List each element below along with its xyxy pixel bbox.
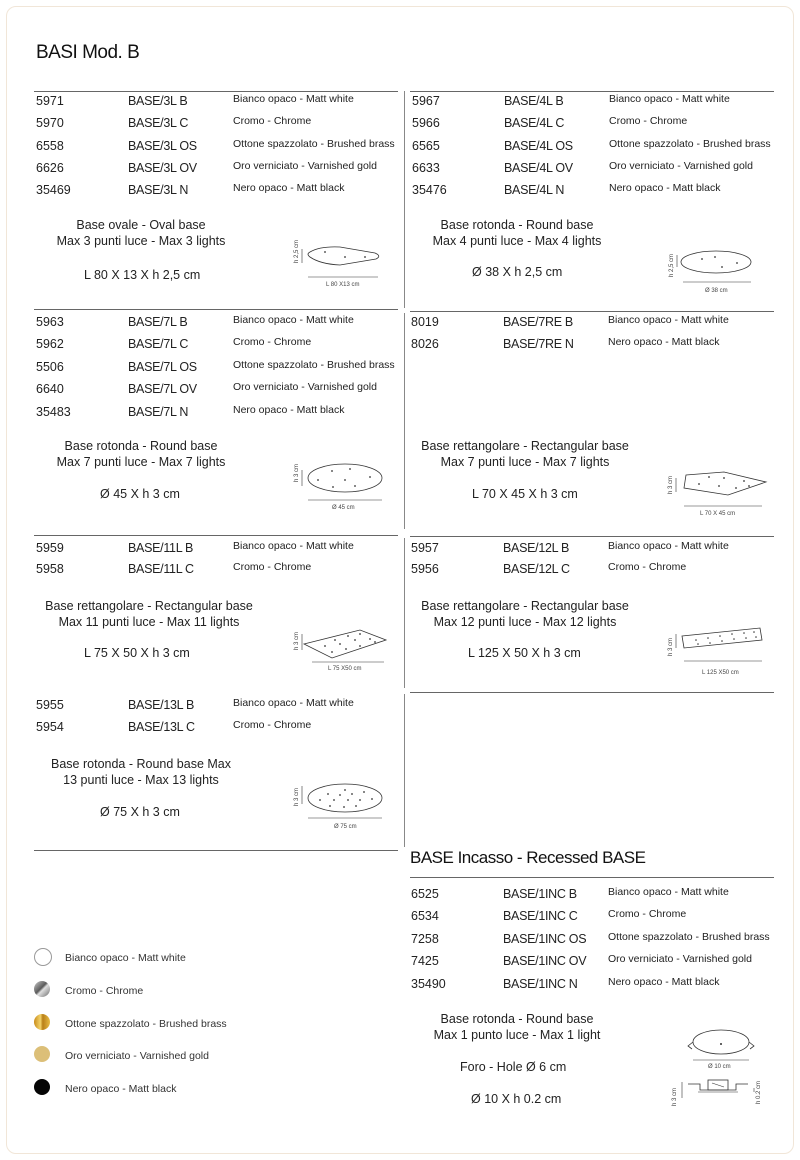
- rect-base-drawing: [290, 622, 400, 682]
- height-label-2: h 0.2 cm: [756, 1080, 762, 1104]
- height-label: h 3 cm: [668, 637, 674, 656]
- round-base-drawing: [290, 778, 390, 838]
- base-info: Base rettangolare - Rectangular base Max 7 punti luce - Max 7 lights: [421, 439, 629, 469]
- divider: [410, 91, 774, 92]
- width-label: Ø 10 cm: [708, 1064, 731, 1070]
- width-label: L 80 X13 cm: [326, 282, 360, 288]
- base-info: Base rotonda - Round base Max 1 punto luce - Max 1 light: [433, 1012, 601, 1042]
- divider: [410, 877, 774, 878]
- round-base-drawing: [665, 245, 765, 305]
- base-dimensions: Ø 10 X h 0.2 cm: [471, 1092, 562, 1106]
- height-label: h 2,5 cm: [669, 253, 675, 277]
- divider: [404, 91, 405, 308]
- base-info: Base rettangolare - Rectangular base Max 11 punti luce - Max 11 lights: [45, 599, 253, 629]
- width-label: L 70 X 45 cm: [700, 511, 736, 517]
- divider: [410, 536, 774, 537]
- divider: [34, 309, 398, 310]
- divider: [34, 535, 398, 536]
- width-label: Ø 45 cm: [332, 505, 355, 511]
- hole-size: Foro - Hole Ø 6 cm: [460, 1060, 567, 1074]
- width-label: L 125 X50 cm: [702, 670, 739, 676]
- base-dimensions: L 80 X 13 X h 2,5 cm: [84, 268, 201, 282]
- rect-base-drawing: [664, 628, 774, 688]
- base-dimensions: L 70 X 45 X h 3 cm: [472, 487, 578, 501]
- base-info: Base rettangolare - Rectangular base Max 12 punti luce - Max 12 lights: [421, 599, 629, 629]
- round-base-drawing: [290, 458, 390, 518]
- divider: [34, 91, 398, 92]
- oval-base-drawing: [290, 235, 390, 295]
- swatch-white: [34, 948, 52, 966]
- height-label: h 2,5 cm: [294, 239, 300, 263]
- width-label: Ø 38 cm: [705, 288, 728, 294]
- swatch-black: [34, 1079, 50, 1095]
- base-info: Base rotonda - Round base Max 7 punti luce - Max 7 lights: [56, 439, 226, 469]
- swatch-gold: [34, 1046, 50, 1062]
- height-label: h 3 cm: [294, 631, 300, 650]
- divider: [410, 311, 774, 312]
- divider: [34, 850, 398, 851]
- divider: [404, 538, 405, 688]
- base-info: Base rotonda - Round base Max 13 punti luce - Max 13 lights: [51, 757, 231, 787]
- width-label: L 75 X50 cm: [328, 666, 362, 672]
- base-dimensions: Ø 38 X h 2,5 cm: [472, 265, 563, 279]
- swatch-brass: [34, 1014, 50, 1030]
- height-label: h 3 cm: [672, 1087, 678, 1106]
- divider: [404, 694, 405, 847]
- divider: [404, 313, 405, 529]
- section-title-recessed: BASE Incasso - Recessed BASE: [410, 848, 646, 867]
- base-dimensions: L 75 X 50 X h 3 cm: [84, 646, 190, 660]
- base-dimensions: Ø 45 X h 3 cm: [100, 487, 180, 501]
- swatch-chrome: [34, 981, 50, 997]
- height-label: h 3 cm: [294, 463, 300, 482]
- height-label: h 3 cm: [294, 787, 300, 806]
- base-info: Base rotonda - Round base Max 4 punti luce - Max 4 lights: [432, 218, 602, 248]
- base-dimensions: Ø 75 X h 3 cm: [100, 805, 180, 819]
- rect-base-drawing: [664, 462, 774, 522]
- base-info: Base ovale - Oval base Max 3 punti luce - Max 3 lights: [56, 218, 226, 248]
- divider: [410, 692, 774, 693]
- page-title: BASI Mod. B: [36, 42, 140, 63]
- base-dimensions: L 125 X 50 X h 3 cm: [468, 646, 581, 660]
- height-label: h 3 cm: [668, 475, 674, 494]
- recessed-base-drawing: [672, 1018, 768, 1128]
- width-label: Ø 75 cm: [334, 824, 357, 830]
